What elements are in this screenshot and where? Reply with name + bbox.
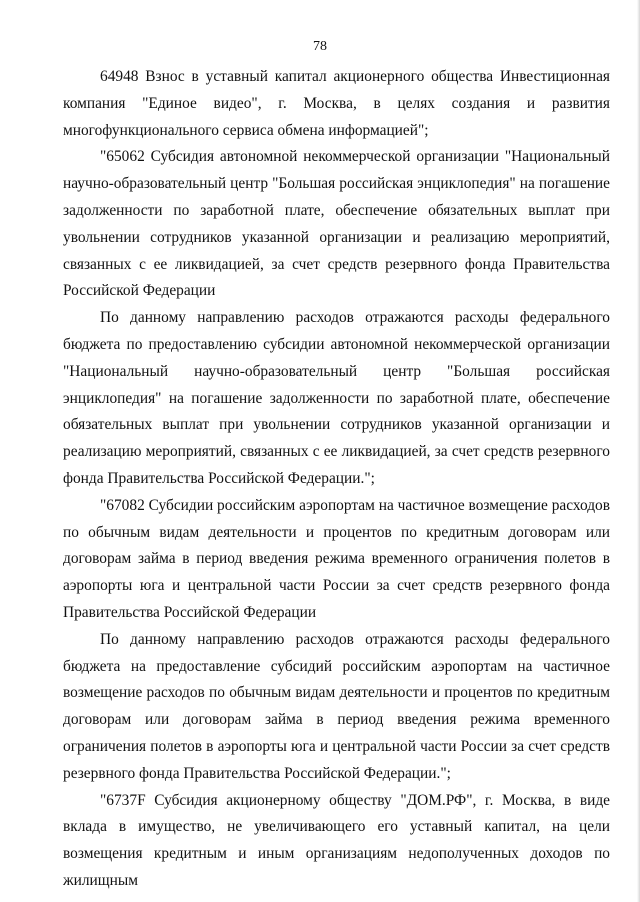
page-number: 78 bbox=[313, 39, 327, 54]
paragraph-64948: 64948 Взнос в уставный капитал акционерного общества Инвестиционная компания "Единое видео", г. Москва, в целях создания и развития многофункционального сервиса обмена информацией"; bbox=[63, 68, 610, 139]
paragraph-6737F: "6737F Субсидия акционерному обществу "ДОМ.РФ", г. Москва, в виде вклада в имущество, не увеличивающего его уставный капитал, на цели возмещения кредитным и иным организациям недополученных доходов по жилищным bbox=[63, 791, 610, 889]
paragraph-65062: "65062 Субсидия автономной некоммерческой организации "Национальный научно-образовательный центр "Большая российская энциклопедия" на погашение задолженности по заработной плате, обеспечение обязательных выплат при увольнении сотрудников указанной организации и реализацию мероприятий, связанных с ее ликвидацией, за счет средств резервного фонда Правительства Российской Федерации bbox=[63, 148, 610, 300]
document-body bbox=[63, 64, 610, 895]
paragraph-67082-description: По данному направлению расходов отражаются расходы федерального бюджета на предоставление субсидий российским аэропортам на частичное возмещение расходов по обычным видам деятельности и процентов по кредитным договорам или договорам займа в период введения режима временного ограничения полетов в аэропорты юга и центральной части России за счет средств резервного фонда Правительства Российской Федерации."; bbox=[63, 630, 610, 782]
paragraph-65062-description: По данному направлению расходов отражаются расходы федерального бюджета по предоставлению субсидии автономной некоммерческой организации "Национальный научно-образовательный центр "Большая российская энциклопедия" на погашение задолженности по заработной плате, обеспечение обязательных выплат при увольнении сотрудников указанной организации и реализацию мероприятий, связанных с ее ликвидацией, за счет средств резервного фонда Правительства Российской Федерации."; bbox=[63, 309, 610, 487]
paragraph-67082: "67082 Субсидии российским аэропортам на частичное возмещение расходов по обычным видам деятельности и процентов по кредитным договорам или договорам займа в период введения режима временного ограничения полетов в аэропорты юга и центральной части России за счет средств резервного фонда Правительства Российской Федерации bbox=[63, 496, 610, 621]
